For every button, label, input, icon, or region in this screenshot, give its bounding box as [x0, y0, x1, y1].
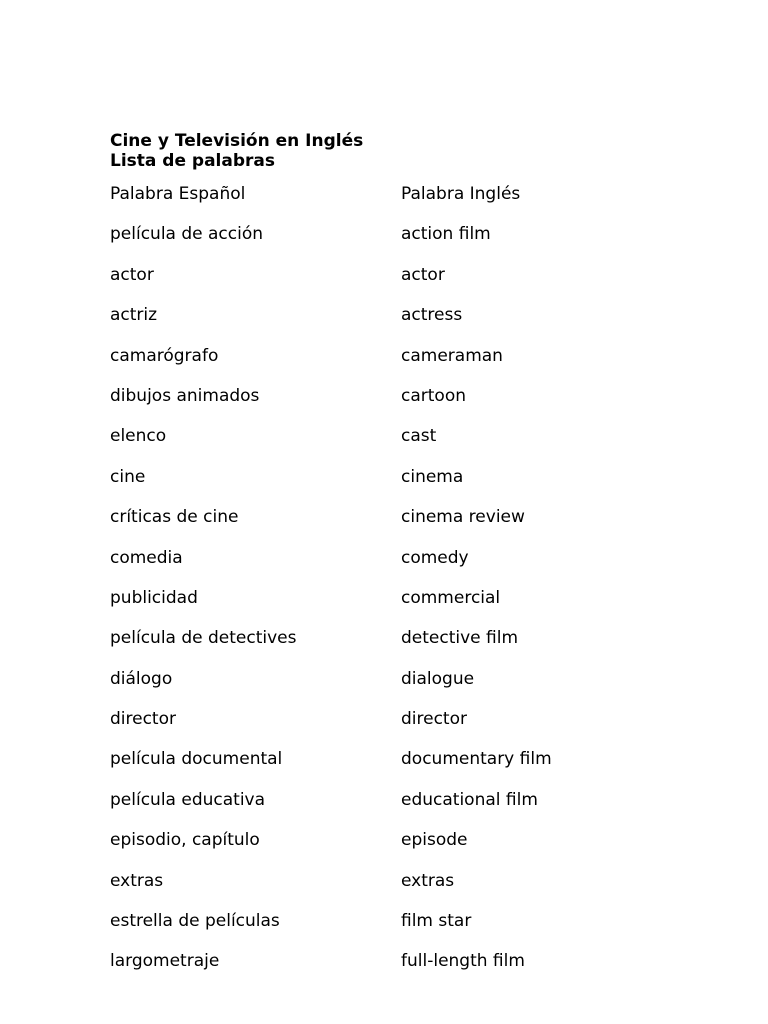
spanish-word: dibujos animados: [110, 385, 260, 406]
table-row: [110, 223, 670, 263]
spanish-word: actor: [110, 264, 154, 285]
table-row: [110, 385, 670, 425]
english-word: film star: [401, 911, 472, 932]
table-row: [110, 345, 670, 385]
table-header-row: [110, 183, 670, 223]
spanish-word: camarógrafo: [110, 345, 219, 366]
spanish-word: actriz: [110, 305, 158, 326]
english-word: cameraman: [401, 345, 503, 366]
document-heading: [110, 131, 363, 171]
spanish-word: episodio, capítulo: [110, 830, 260, 851]
document-subtitle: Lista de palabras: [110, 151, 275, 171]
english-word: extras: [401, 870, 455, 891]
spanish-word: director: [110, 709, 176, 730]
table-row: [110, 748, 670, 788]
english-word: action film: [401, 224, 491, 245]
spanish-word: diálogo: [110, 668, 173, 689]
table-row: [110, 466, 670, 506]
english-word: episode: [401, 830, 468, 851]
english-word: detective film: [401, 628, 519, 649]
table-row: [110, 264, 670, 304]
english-word: director: [401, 709, 467, 730]
english-word: full-length film: [401, 951, 525, 972]
spanish-word: extras: [110, 870, 164, 891]
table-row: [110, 870, 670, 910]
table-row: [110, 829, 670, 869]
document-title: Cine y Televisión en Inglés: [110, 131, 364, 151]
table-row: [110, 506, 670, 546]
spanish-word: estrella de películas: [110, 911, 280, 932]
spanish-word: críticas de cine: [110, 507, 239, 528]
english-word: dialogue: [401, 668, 475, 689]
english-word: cast: [401, 426, 437, 447]
english-word: cinema: [401, 466, 464, 487]
english-word: documentary film: [401, 749, 552, 770]
english-word: commercial: [401, 587, 501, 608]
english-word: actor: [401, 264, 445, 285]
english-word: cartoon: [401, 385, 466, 406]
table-row: [110, 547, 670, 587]
header-spanish-word: Palabra Español: [110, 184, 246, 204]
table-row: [110, 425, 670, 465]
english-word: educational film: [401, 789, 538, 810]
spanish-word: elenco: [110, 426, 167, 447]
english-word: actress: [401, 305, 463, 326]
spanish-word: película educativa: [110, 789, 266, 810]
table-row: [110, 910, 670, 950]
table-row: [110, 587, 670, 627]
spanish-word: cine: [110, 466, 146, 487]
english-word: cinema review: [401, 507, 525, 528]
spanish-word: publicidad: [110, 587, 198, 608]
spanish-word: película de detectives: [110, 628, 297, 649]
table-row: [110, 668, 670, 708]
header-english-word: Palabra Inglés: [401, 184, 521, 204]
spanish-word: película de acción: [110, 224, 264, 245]
table-row: [110, 950, 670, 990]
spanish-word: largometraje: [110, 951, 220, 972]
word-list-table: [110, 183, 670, 991]
table-body: [110, 223, 670, 990]
table-row: [110, 627, 670, 667]
table-row: [110, 304, 670, 344]
spanish-word: película documental: [110, 749, 283, 770]
table-row: [110, 789, 670, 829]
spanish-word: comedia: [110, 547, 183, 568]
english-word: comedy: [401, 547, 469, 568]
table-row: [110, 708, 670, 748]
